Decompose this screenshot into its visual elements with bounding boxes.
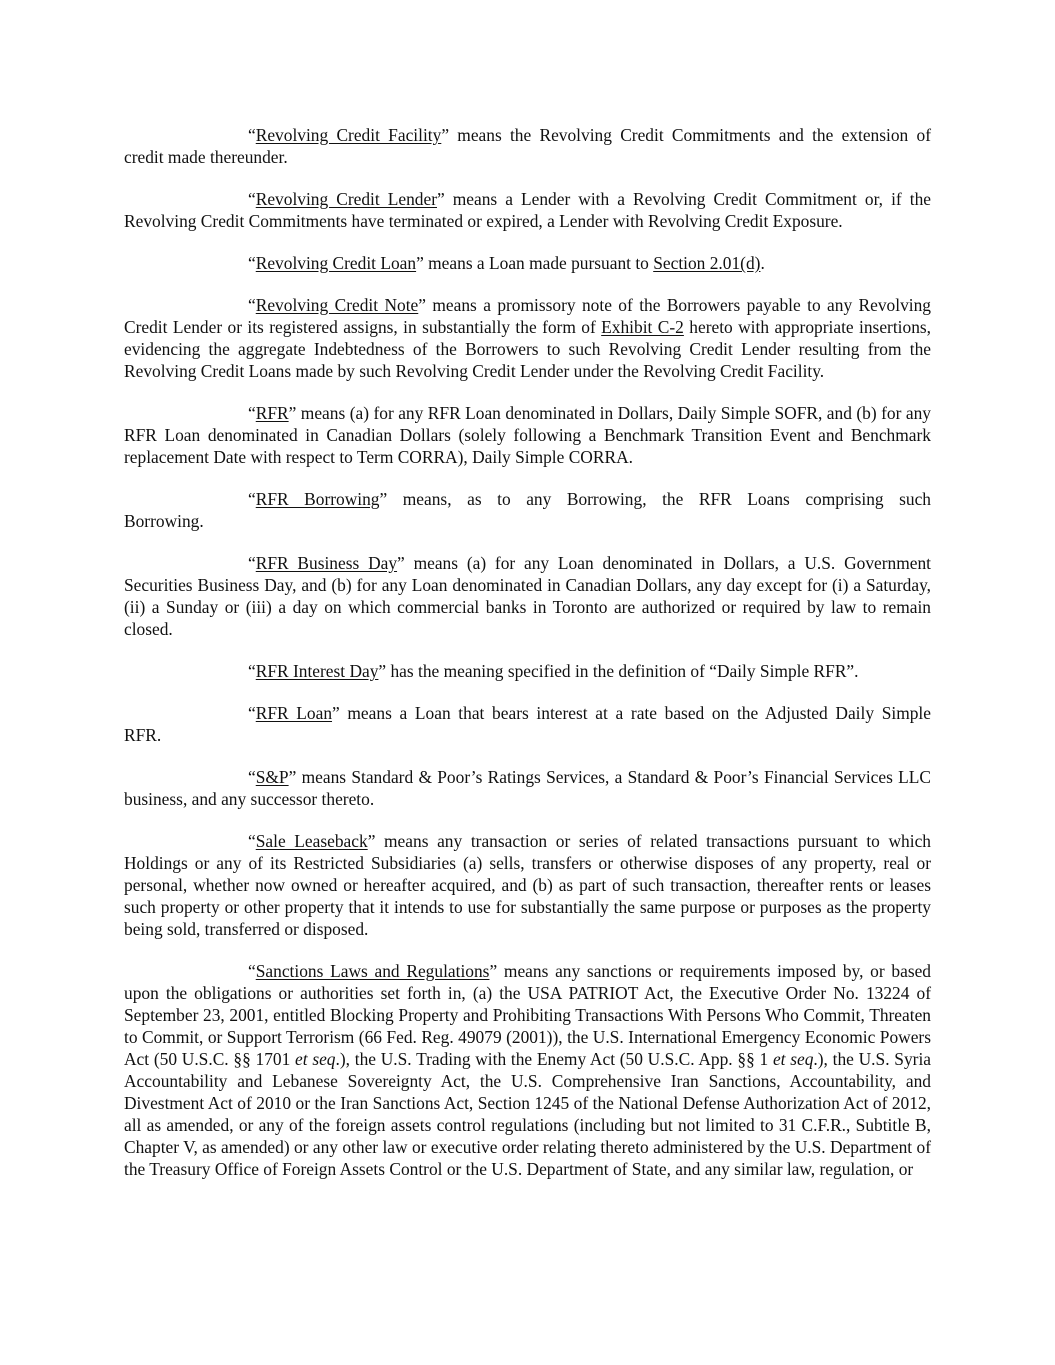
definition-rfr-interest-day: “RFR Interest Day” has the meaning specified in the definition of “Daily Simple RFR”. — [248, 661, 859, 681]
defined-term: S&P — [255, 767, 289, 787]
definition-text: ” means a Loan made pursuant to — [416, 253, 654, 273]
definition-revolving-credit-lender: “Revolving Credit Lender” means a Lender with a Revolving Credit Commitment or, if the Revolving Credit Commitments have terminated or expired, a Lender with Revolving Credit Exposure. — [124, 189, 931, 231]
italic-text: et seq — [772, 1049, 814, 1069]
definition-rfr: “RFR” means (a) for any RFR Loan denominated in Dollars, Daily Simple SOFR, and (b) for any RFR Loan denominated in Canadian Dollars (solely following a Benchmark Transition Event and Benchmark replacement Date with respect to Term CORRA), Daily Simple CORRA. — [124, 403, 931, 467]
definition-text: hereto with appropriate insertions, evidencing the aggregate Indebtedness of the Borrowers to such Revolving Credit Lender resulting from the Revolving Credit Loans made by such Revolving Credit Lender under the Revolving Credit Facility. — [124, 317, 932, 381]
document-page — [124, 124, 931, 1180]
definition-text: ” means any sanctions or requirements imposed by, or based upon the obligations or authorities set forth in, (a) the USA PATRIOT Act, the Executive Order No. 13224 of September 23, 2001, entitled Blocking Property and Prohibiting Transactions With Persons Who Commit, Threaten to Commit, or Support Terrorism (66 Fed. Reg. 49079 (2001)), the U.S. International Emergency Economic Powers Act (50 U.S.C. §§ 1701 — [124, 961, 932, 1069]
definition-rfr-loan: “RFR Loan” means a Loan that bears interest at a rate based on the Adjusted Daily Simple — [248, 703, 931, 723]
definition-text: ” means a promissory note of the Borrowers payable to any Revolving Credit Lender or its registered assigns, in substantially the form of — [124, 295, 931, 337]
definition-text: ” means (a) for any RFR Loan denominated in Dollars, Daily Simple SOFR, and (b) for any RFR Loan denominated in Canadian Dollars (solely following a Benchmark Transition Event and Benchmark replacement Date with respect to Term CORRA), Daily Simple CORRA. — [124, 403, 931, 467]
definition-revolving-credit-facility: “Revolving Credit Facility” means the Revolving Credit Commitments and the extension of credit made thereunder. — [124, 125, 931, 167]
definition-rfr-loan-continued — [124, 724, 931, 746]
definition-revolving-credit-loan: “Revolving Credit Loan” means a Loan made pursuant to Section 2.01(d). — [248, 253, 765, 273]
definition-text: ” means, as to any Borrowing, the RFR Loans comprising such — [379, 489, 931, 509]
definition-rfr-borrowing: “RFR Borrowing” means, as to any Borrowing, the RFR Loans comprising such — [248, 489, 931, 509]
definition-revolving-credit-note: “Revolving Credit Note” means a promissory note of the Borrowers payable to any Revolving Credit Lender or its registered assigns, in substantially the form of Exhibit C-2 hereto with appropriate insertions, evidencing the aggregate Indebtedness of the Borrowers to such Revolving Credit Lender resulting from the Revolving Credit Loans made by such Revolving Credit Lender under the Revolving Credit Facility. — [124, 295, 932, 381]
defined-term: RFR Business Day — [255, 553, 398, 573]
definition-text: ” means a Loan that bears interest at a rate based on the Adjusted Daily Simple — [332, 703, 931, 723]
defined-term: RFR Loan — [255, 703, 333, 723]
definition-rfr-borrowing-continued — [124, 510, 931, 532]
definition-s-and-p: “S&P” means Standard & Poor’s Ratings Services, a Standard & Poor’s Financial Services LLC business, and any successor thereto. — [124, 767, 931, 809]
defined-term: Sale Leaseback — [255, 831, 368, 851]
definition-text: ” has the meaning specified in the definition of “Daily Simple RFR”. — [378, 661, 859, 681]
definition-sale-leaseback: “Sale Leaseback” means any transaction or series of related transactions pursuant to which Holdings or any of its Restricted Subsidiaries (a) sells, transfers or otherwise disposes of any property, real or personal, whether now owned or hereafter acquired, and (b) as part of such transaction, thereafter rents or leases such property or other property that it intends to use for substantially the same purpose or purposes as the property being sold, transferred or disposed. — [124, 831, 932, 939]
definition-text: ” means the Revolving Credit Commitments and the extension of credit made thereunder. — [124, 125, 931, 167]
defined-term: RFR Borrowing — [255, 489, 380, 509]
definition-text: ” means Standard & Poor’s Ratings Services, a Standard & Poor’s Financial Services LLC business, and any successor thereto. — [124, 767, 931, 809]
section-reference: Section 2.01(d) — [653, 253, 761, 273]
definition-rfr-business-day: “RFR Business Day” means (a) for any Loan denominated in Dollars, a U.S. Government Securities Business Day, and (b) for any Loan denominated in Canadian Dollars, any day except for (i) a Saturday, (ii) a Sunday or (iii) a day on which commercial banks in Toronto are authorized or required by law to remain closed. — [124, 553, 931, 639]
definition-text: ” means any transaction or series of related transactions pursuant to which Holdings or any of its Restricted Subsidiaries (a) sells, transfers or otherwise disposes of any property, real or personal, whether now owned or hereafter acquired, and (b) as part of such transaction, thereafter rents or leases such property or other property that it intends to use for substantially the same purpose or purposes as the property being sold, transferred or disposed. — [124, 831, 932, 939]
defined-term: RFR — [255, 403, 289, 423]
defined-term: Revolving Credit Facility — [255, 125, 442, 145]
defined-term: Revolving Credit Lender — [255, 189, 437, 209]
definition-text: . — [760, 253, 765, 273]
italic-text: et seq — [295, 1049, 336, 1069]
definition-sanctions-laws: “Sanctions Laws and Regulations” means any sanctions or requirements imposed by, or based upon the obligations or authorities set forth in, (a) the USA PATRIOT Act, the Executive Order No. 13224 of September 23, 2001, entitled Blocking Property and Prohibiting Transactions With Persons Who Commit, Threaten to Commit, or Support Terrorism (66 Fed. Reg. 49079 (2001)), the U.S. International Emergency Economic Powers Act (50 U.S.C. §§ 1701 et seq.), the U.S. Trading with the Enemy Act (50 U.S.C. App. §§ 1 et seq.), the U.S. Syria Accountability and Lebanese Sovereignty Act, the U.S. Comprehensive Iran Sanctions, Accountability, and Divestment Act of 2010 or the Iran Sanctions Act, Section 1245 of the National Defense Authorization Act of 2012, all as amended, or any of the foreign assets control regulations (including but not limited to 31 C.F.R., Subtitle B, Chapter V, as amended) or any other law or executive order relating thereto administered by the U.S. Department of the Treasury Office of Foreign Assets Control or the U.S. Department of State, and any similar law, regulation, or — [124, 961, 932, 1179]
exhibit-reference: Exhibit C-2 — [601, 317, 684, 337]
definition-text: ” means (a) for any Loan denominated in Dollars, a U.S. Government Securities Business Day, and (b) for any Loan denominated in Canadian Dollars, any day except for (i) a Saturday, (ii) a Sunday or (iii) a day on which commercial banks in Toronto are authorized or required by law to remain closed. — [124, 553, 931, 639]
defined-term: Revolving Credit Loan — [255, 253, 417, 273]
defined-term: Revolving Credit Note — [255, 295, 419, 315]
defined-term: RFR Interest Day — [255, 661, 379, 681]
defined-term: Sanctions Laws and Regulations — [255, 961, 490, 981]
definition-text: .), the U.S. Syria Accountability and Lebanese Sovereignty Act, the U.S. Comprehensive Iran Sanctions, Accountability, and Divestment Act of 2010 or the Iran Sanctions Act, Section 1245 of the National Defense Authorization Act of 2012, all as amended, or any of the foreign assets control regulations (including but not limited to 31 C.F.R., Subtitle B, Chapter V, as amended) or any other law or executive order relating thereto administered by the U.S. Department of the Treasury Office of Foreign Assets Control or the U.S. Department of State, and any similar law, regulation, or — [124, 1049, 932, 1179]
definition-text: ” means a Lender with a Revolving Credit Commitment or, if the Revolving Credit Commitments have terminated or expired, a Lender with Revolving Credit Exposure. — [124, 189, 931, 231]
definition-text: RFR. — [124, 725, 162, 745]
definition-text: .), the U.S. Trading with the Enemy Act (50 U.S.C. App. §§ 1 — [335, 1049, 773, 1069]
definition-text: Borrowing. — [124, 511, 204, 531]
